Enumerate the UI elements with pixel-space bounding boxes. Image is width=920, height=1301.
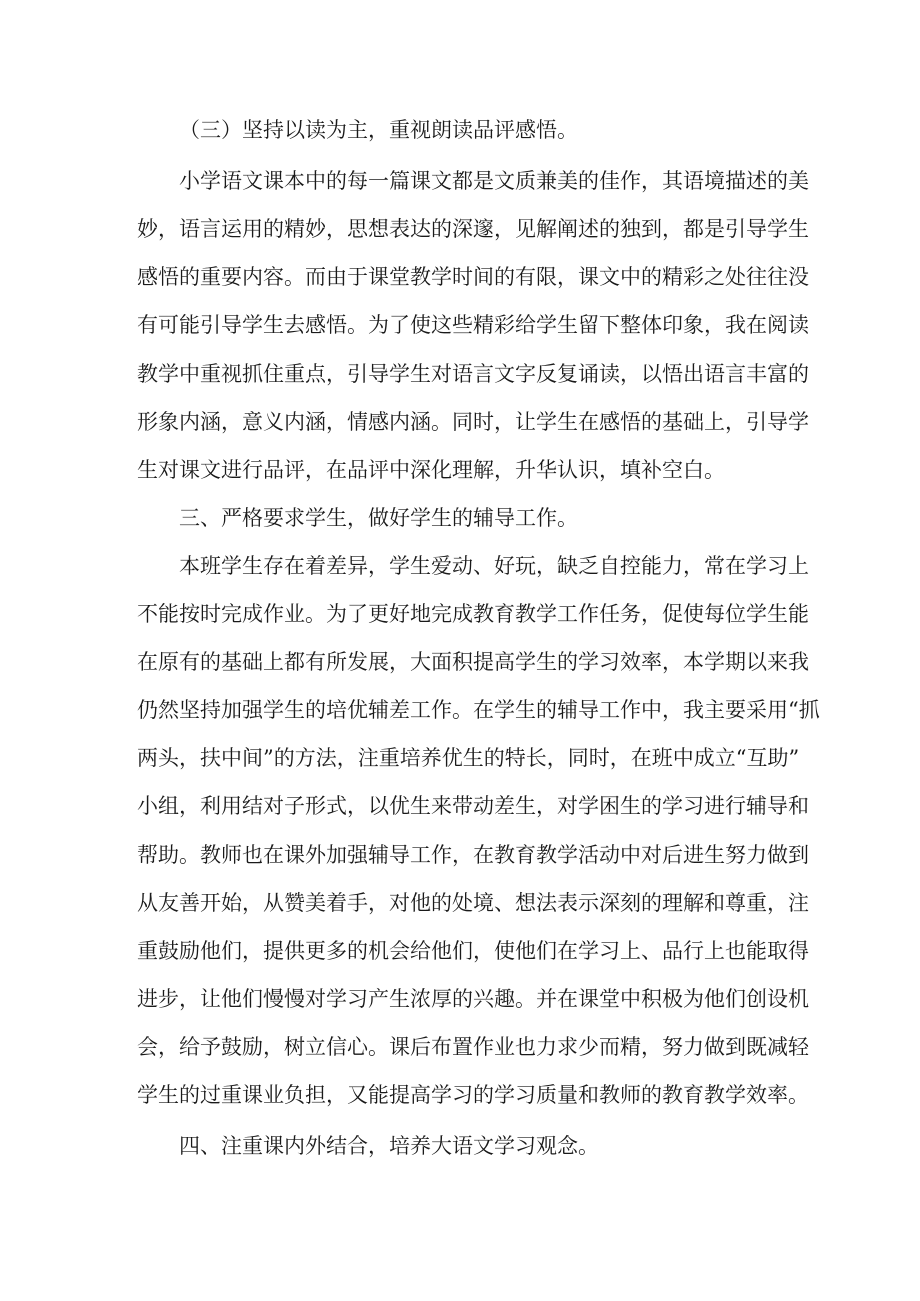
paragraph-line: 会，给予鼓励，树立信心。课后布置作业也力求少而精，努力做到既减轻 <box>137 1035 809 1059</box>
paragraph-line: 学生的过重课业负担，又能提高学习的学习质量和教师的教育教学效率。 <box>137 1083 809 1107</box>
paragraph-line: 在原有的基础上都有所发展，大面积提高学生的学习效率，本学期以来我 <box>137 650 809 674</box>
paragraph-line: 教学中重视抓住重点，引导学生对语言文字反复诵读，以悟出语言丰富的 <box>137 362 809 386</box>
section-heading-three: 三、严格要求学生，做好学生的辅导工作。 <box>179 506 578 530</box>
paragraph-line: 感悟的重要内容。而由于课堂教学时间的有限，课文中的精彩之处往往没 <box>137 265 809 289</box>
paragraph-line: 本班学生存在着差异，学生爱动、好玩，缺乏自控能力，常在学习上 <box>179 554 809 578</box>
paragraph-line: 仍然坚持加强学生的培优辅差工作。在学生的辅导工作中，我主要采用“抓 <box>137 698 820 722</box>
paragraph-line: 生对课文进行品评，在品评中深化理解，升华认识，填补空白。 <box>137 458 725 482</box>
paragraph-line: 形象内涵，意义内涵，情感内涵。同时，让学生在感悟的基础上，引导学 <box>137 410 809 434</box>
paragraph-line: 小组，利用结对子形式，以优生来带动差生，对学困生的学习进行辅导和 <box>137 794 809 818</box>
paragraph-line: 重鼓励他们，提供更多的机会给他们，使他们在学习上、品行上也能取得 <box>137 939 809 963</box>
section-heading-3: （三）坚持以读为主，重视朗读品评感悟。 <box>179 118 578 142</box>
paragraph-line: 小学语文课本中的每一篇课文都是文质兼美的佳作，其语境描述的美 <box>179 169 809 193</box>
paragraph-line: 进步，让他们慢慢对学习产生浓厚的兴趣。并在课堂中积极为他们创设机 <box>137 987 809 1011</box>
section-heading-four: 四、注重课内外结合，培养大语文学习观念。 <box>179 1134 599 1158</box>
paragraph-line: 两头，扶中间”的方法，注重培养优生的特长，同时，在班中成立“互助” <box>137 746 800 770</box>
paragraph-line: 从友善开始，从赞美着手，对他的处境、想法表示深刻的理解和尊重，注 <box>137 891 809 915</box>
paragraph-line: 帮助。教师也在课外加强辅导工作，在教育教学活动中对后进生努力做到 <box>137 843 809 867</box>
paragraph-line: 有可能引导学生去感悟。为了使这些精彩给学生留下整体印象，我在阅读 <box>137 313 809 337</box>
paragraph-line: 不能按时完成作业。为了更好地完成教育教学工作任务，促使每位学生能 <box>137 602 809 626</box>
paragraph-line: 妙，语言运用的精妙，思想表达的深邃，见解阐述的独到，都是引导学生 <box>137 217 809 241</box>
